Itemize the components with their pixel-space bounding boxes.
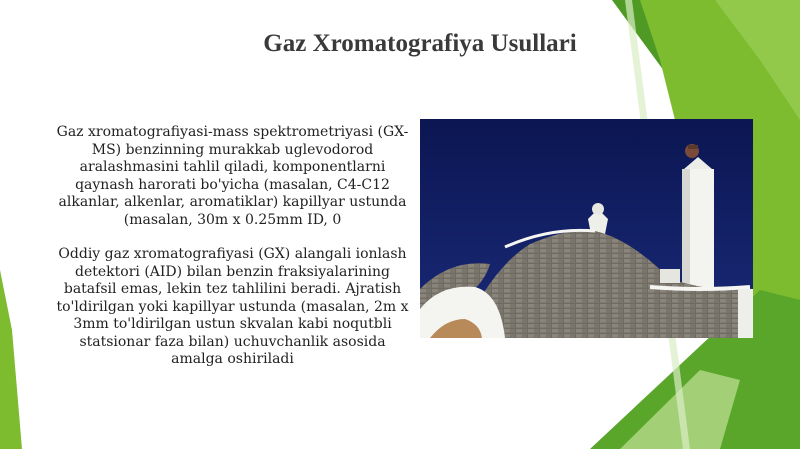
trulli-roof-photo — [420, 119, 753, 338]
slide-title: Gaz Xromatografiya Usullari — [263, 30, 577, 57]
left-green-sliver — [0, 270, 22, 449]
slide-body — [55, 124, 410, 369]
paragraph-gc-ms: Gaz xromatografiyasi-mass spektrometriyasi (GX-MS) benzinning murakkab uglevodorod aralashmasini tahlil qiladi, komponentlarni qaynash harorati bo'yicha (masalan, C4-C12 alkanlar, alkenlar, aromatiklar) kapillyar ustunda (masalan, 30m x 0.25mm ID, 0 — [56, 124, 409, 228]
paragraph-gc-fid: Oddiy gaz xromatografiyasi (GX) alangali ionlash detektori (AID) bilan benzin fraksiyalarining batafsil emas, lekin tez tahlilini beradi. Ajratish to'ldirilgan yoki kapillyar ustunda (masalan, 2m x 3mm to'ldirilgan ustun skvalan kabi noqutbli statsionar faza bilan) uchuvchanlik asosida amalga oshiriladi — [56, 246, 409, 367]
